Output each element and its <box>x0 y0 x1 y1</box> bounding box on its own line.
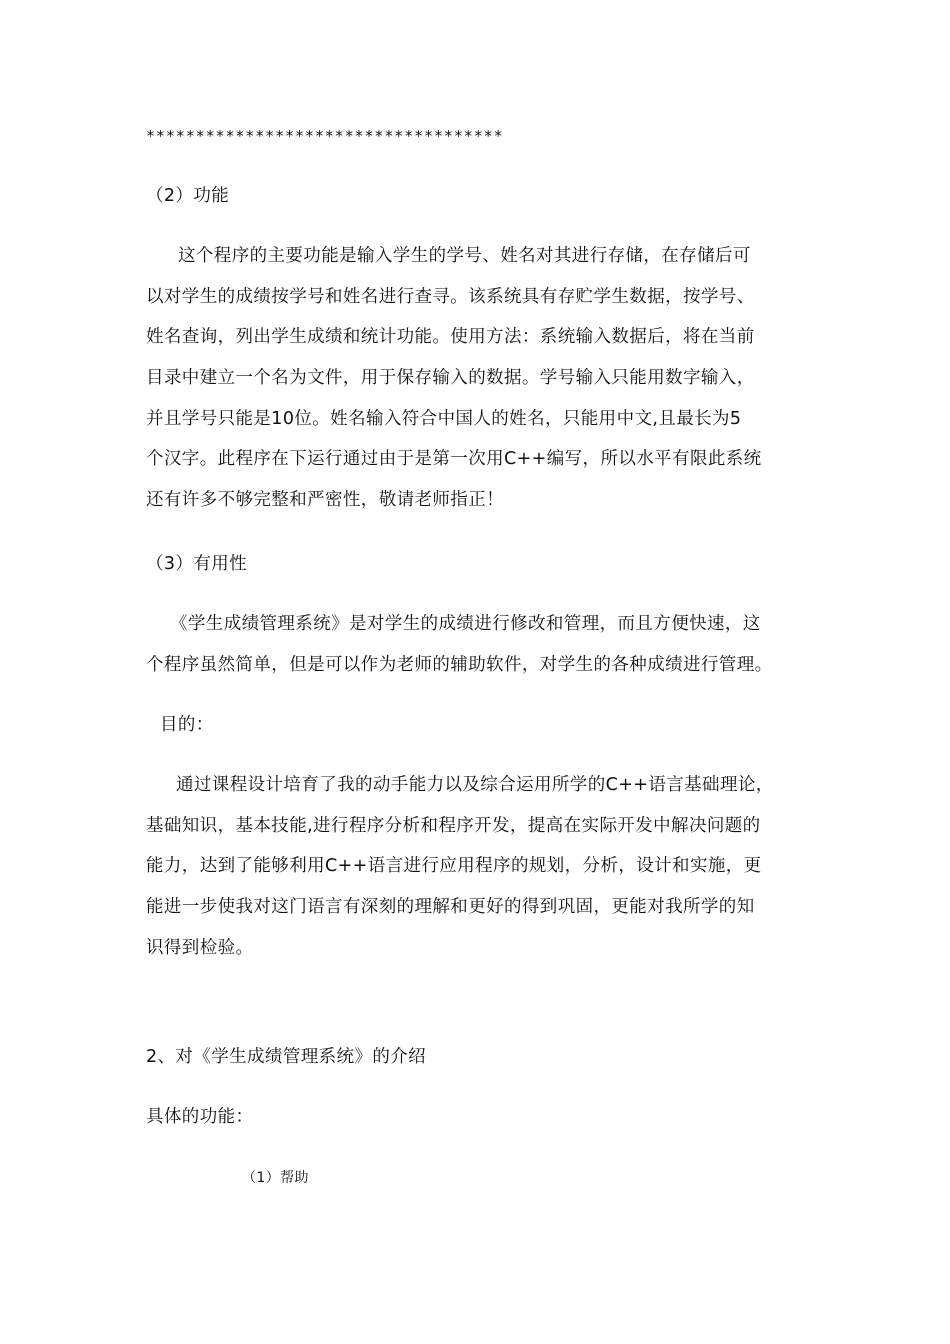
paragraph-line: 目录中建立一个名为文件，用于保存输入的数据。学号输入只能用数字输入， <box>146 368 755 389</box>
usefulness-paragraph <box>146 612 812 693</box>
section-3-heading: （3）有用性 <box>146 554 248 574</box>
paragraph-line: 个汉字。此程序在下运行通过由于是第一次用C++编写，所以水平有限此系统 <box>146 449 762 470</box>
purpose-heading: 目的： <box>160 715 214 735</box>
paragraph-line: 《学生成绩管理系统》是对学生的成绩进行修改和管理，而且方便快速，这 <box>170 614 761 634</box>
specific-functions-label: 具体的功能： <box>146 1107 254 1127</box>
paragraph-line: 个程序虽然简单，但是可以作为老师的辅助软件，对学生的各种成绩进行管理。 <box>146 654 773 675</box>
paragraph-line: 以对学生的成绩按学号和姓名进行查寻。该系统具有存贮学生数据，按学号、 <box>146 286 755 307</box>
paragraph-line: 能力，达到了能够利用C++语言进行应用程序的规划，分析，设计和实施，更 <box>146 856 762 877</box>
introduction-heading: 2、对《学生成绩管理系统》的介绍 <box>146 1047 427 1067</box>
paragraph-line: 并且学号只能是10位。姓名输入符合中国人的姓名，只能用中文,且最长为5 <box>146 408 742 429</box>
paragraph-line: 姓名查询，列出学生成绩和统计功能。使用方法：系统输入数据后，将在当前 <box>146 327 755 348</box>
paragraph-line: 还有许多不够完整和严密性，敬请老师指正！ <box>146 490 504 511</box>
section-2-heading: （2）功能 <box>146 186 230 206</box>
paragraph-line: 识得到检验。 <box>146 937 254 958</box>
paragraph-line: 通过课程设计培育了我的动手能力以及综合运用所学的C++语言基础理论， <box>176 775 774 795</box>
purpose-paragraph <box>146 773 812 976</box>
paragraph-line: 能进一步使我对这门语言有深刻的理解和更好的得到巩固，更能对我所学的知 <box>146 897 755 918</box>
separator-line: ************************************ <box>146 127 504 145</box>
paragraph-line: 这个程序的主要功能是输入学生的学号、姓名对其进行存储，在存储后可 <box>178 246 751 266</box>
function-item-help: （1）帮助 <box>242 1170 309 1186</box>
function-paragraph <box>146 244 812 529</box>
paragraph-line: 基础知识，基本技能,进行程序分析和程序开发，提高在实际开发中解决问题的 <box>146 815 761 836</box>
